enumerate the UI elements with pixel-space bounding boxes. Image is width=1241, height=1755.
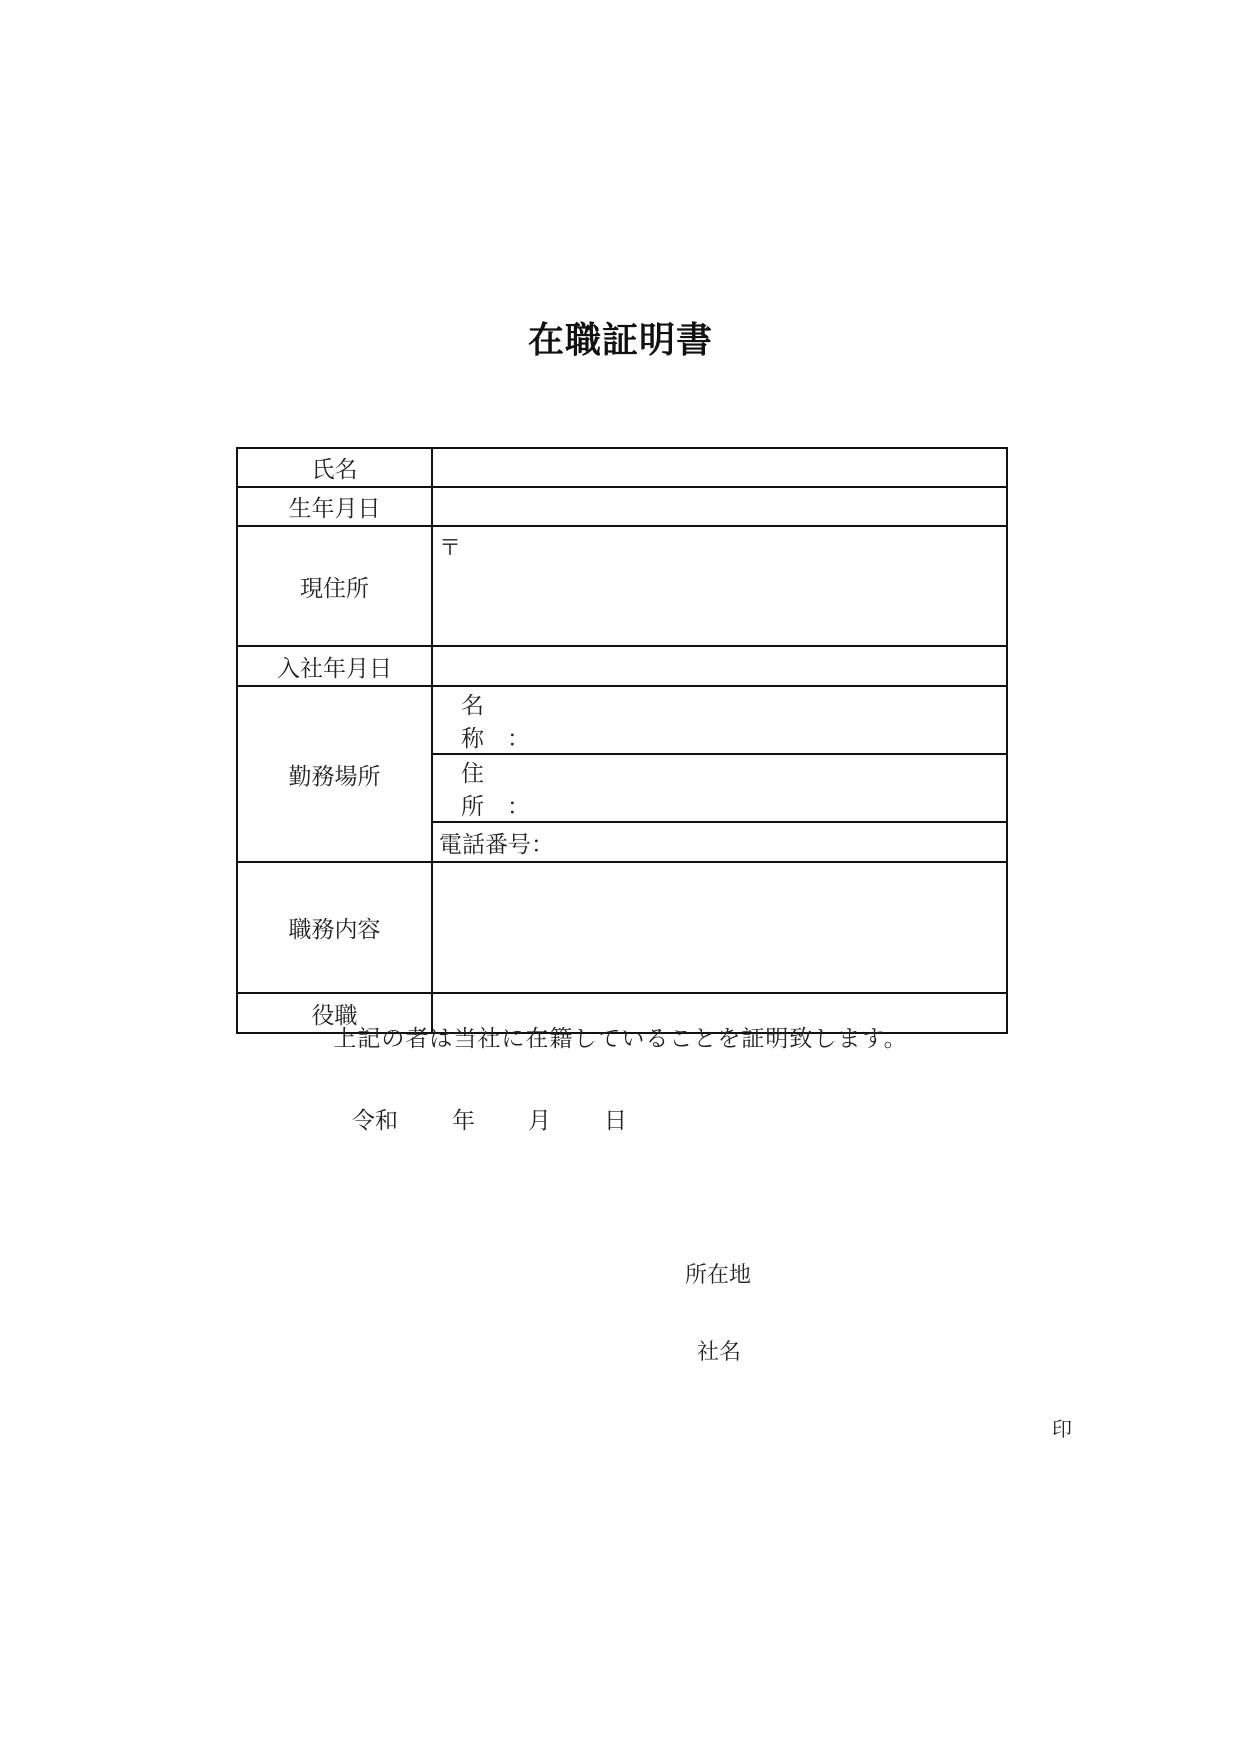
workplace-name-field[interactable]	[432, 686, 1007, 754]
workplace-name-row	[237, 686, 1007, 754]
date-era: 令和	[352, 1108, 398, 1134]
certification-statement: 上記の者は当社に在籍していることを証明致します。	[333, 1026, 908, 1052]
issuer-address-label: 所在地	[685, 1263, 752, 1288]
workplace-name-label: 名称 ：	[461, 693, 530, 752]
date-month-unit: 月	[528, 1108, 551, 1134]
seal-mark: 印	[1052, 1417, 1072, 1441]
address-field[interactable]	[432, 526, 1007, 646]
duties-label: 職務内容	[237, 862, 432, 993]
address-label: 現住所	[237, 526, 432, 646]
document-title: 在職証明書	[527, 320, 713, 361]
name-label: 氏名	[237, 448, 432, 487]
postal-mark: 〒	[439, 536, 462, 561]
workplace-address-field[interactable]	[432, 754, 1007, 822]
certification-date	[352, 1102, 644, 1135]
name-row	[237, 448, 1007, 487]
issuer-company-label: 社名	[697, 1340, 742, 1365]
position-label: 役職	[237, 993, 432, 1033]
workplace-phone-label: 電話番号：	[439, 831, 554, 858]
workplace-address-label: 住所 ：	[461, 761, 530, 820]
date-year-unit: 年	[452, 1108, 475, 1134]
hire-date-label: 入社年月日	[237, 646, 432, 686]
duties-row	[237, 862, 1007, 993]
date-day-unit: 日	[604, 1108, 627, 1134]
birthdate-row	[237, 487, 1007, 526]
duties-field[interactable]	[432, 862, 1007, 993]
address-row	[237, 526, 1007, 646]
workplace-label: 勤務場所	[237, 686, 432, 862]
name-field[interactable]	[432, 448, 1007, 487]
hire-date-row	[237, 646, 1007, 686]
hire-date-field[interactable]	[432, 646, 1007, 686]
birthdate-label: 生年月日	[237, 487, 432, 526]
birthdate-field[interactable]	[432, 487, 1007, 526]
workplace-phone-field[interactable]	[432, 822, 1007, 862]
employment-form-table	[236, 447, 1008, 1034]
